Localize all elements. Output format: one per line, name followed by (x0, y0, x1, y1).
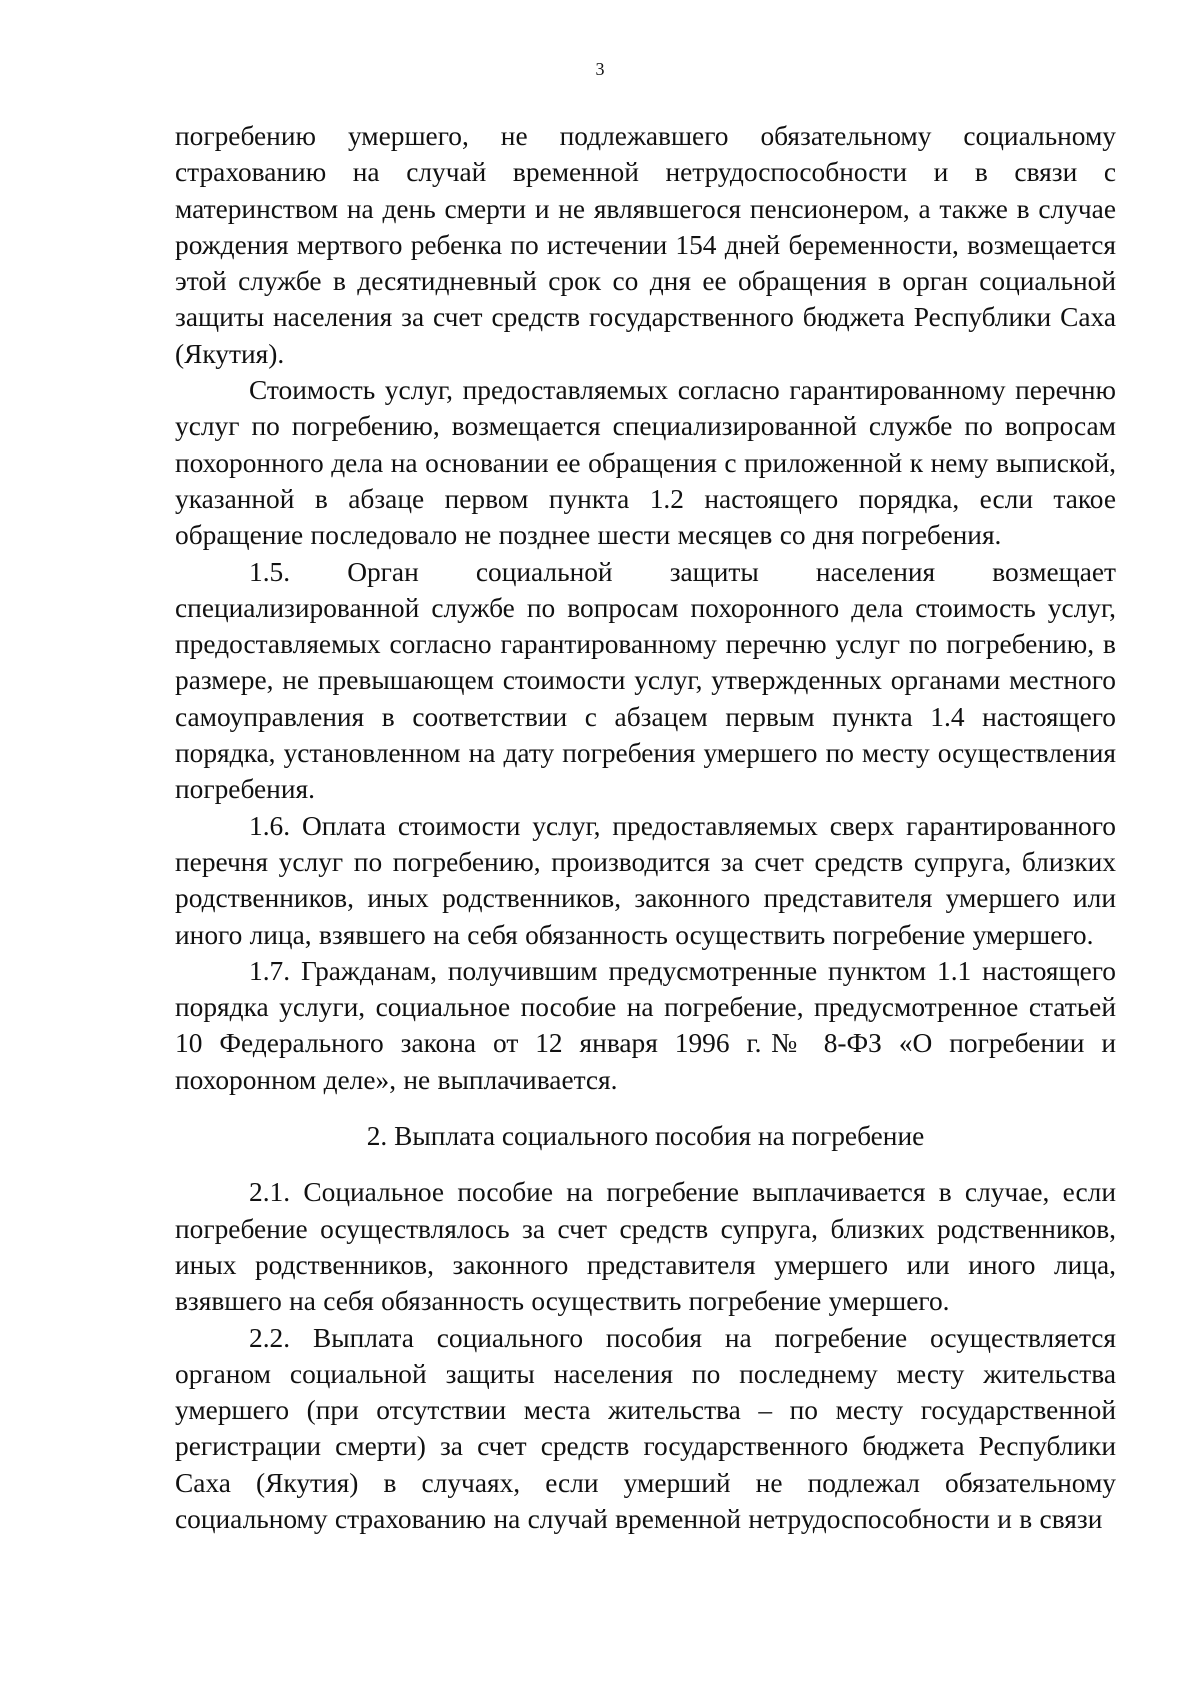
paragraph-1-5: 1.5. Орган социальной защиты населения возмещает специализированной службе по вопросам похоронного дела стоимость услуг, предоставляемых согласно гарантированному перечню услуг по погребению, в размере, не превышающем стоимости услуг, утвержденных органами местного самоуправления в соответствии с абзацем первым пункта 1.4 настоящего порядка, установленном на дату погребения умершего по месту осуществления погребения. (175, 556, 1116, 805)
paragraph-1-6: 1.6. Оплата стоимости услуг, предоставляемых сверх гарантированного перечня услуг по погребению, производится за счет средств супруга, близких родственников, иных родственников, законного представителя умершего или иного лица, взявшего на себя обязанность осуществить погребение умершего. (175, 810, 1116, 950)
paragraph-cost-reimbursement: Стоимость услуг, предоставляемых согласно гарантированному перечню услуг по погребению, возмещается специализированной службе по вопросам похоронного дела на основании ее обращения с приложенной к нему выпиской, указанной в абзаце первом пункта 1.2 настоящего порядка, если такое обращение последовало не позднее шести месяцев со дня погребения. (175, 375, 1116, 551)
section-heading: 2. Выплата социального пособия на погребение (366, 1121, 925, 1152)
paragraph-2-1: 2.1. Социальное пособие на погребение выплачивается в случае, если погребение осуществлялось за счет средств супруга, близких родственников, иных родственников, законного представителя умершего или иного лица, взявшего на себя обязанность осуществить погребение умершего. (175, 1177, 1116, 1317)
paragraph-2-2: 2.2. Выплата социального пособия на погребение осуществляется органом социальной защиты населения по последнему месту жительства умершего (при отсутствии места жительства – по месту государственной регистрации смерти) за счет средств государственного бюджета Республики Саха (Якутия) в случаях, если умерший не подлежал обязательному социальному страхованию на случай временной нетрудоспособности и в связи (175, 1322, 1116, 1534)
paragraph-1-7: 1.7. Гражданам, получившим предусмотренные пунктом 1.1 настоящего порядка услуги, социальное пособие на погребение, предусмотренное статьей 10 Федерального закона от 12 января 1996 г.№ 8-ФЗ «О погребении и похоронном деле», не выплачивается. (175, 955, 1116, 1095)
document-body (175, 118, 1116, 1537)
paragraph-continuation: погребению умершего, не подлежавшего обязательному социальному страхованию на случай временной нетрудоспособности и в связи с материнством на день смерти и не являвшегося пенсионером, а также в случае рождения мертвого ребенка по истечении 154 дней беременности, возмещается этой службе в десятидневный срок со дня ее обращения в орган социальной защиты населения за счет средств государственного бюджета Республики Саха (Якутия). (175, 121, 1116, 369)
page-number: 3 (595, 59, 605, 79)
